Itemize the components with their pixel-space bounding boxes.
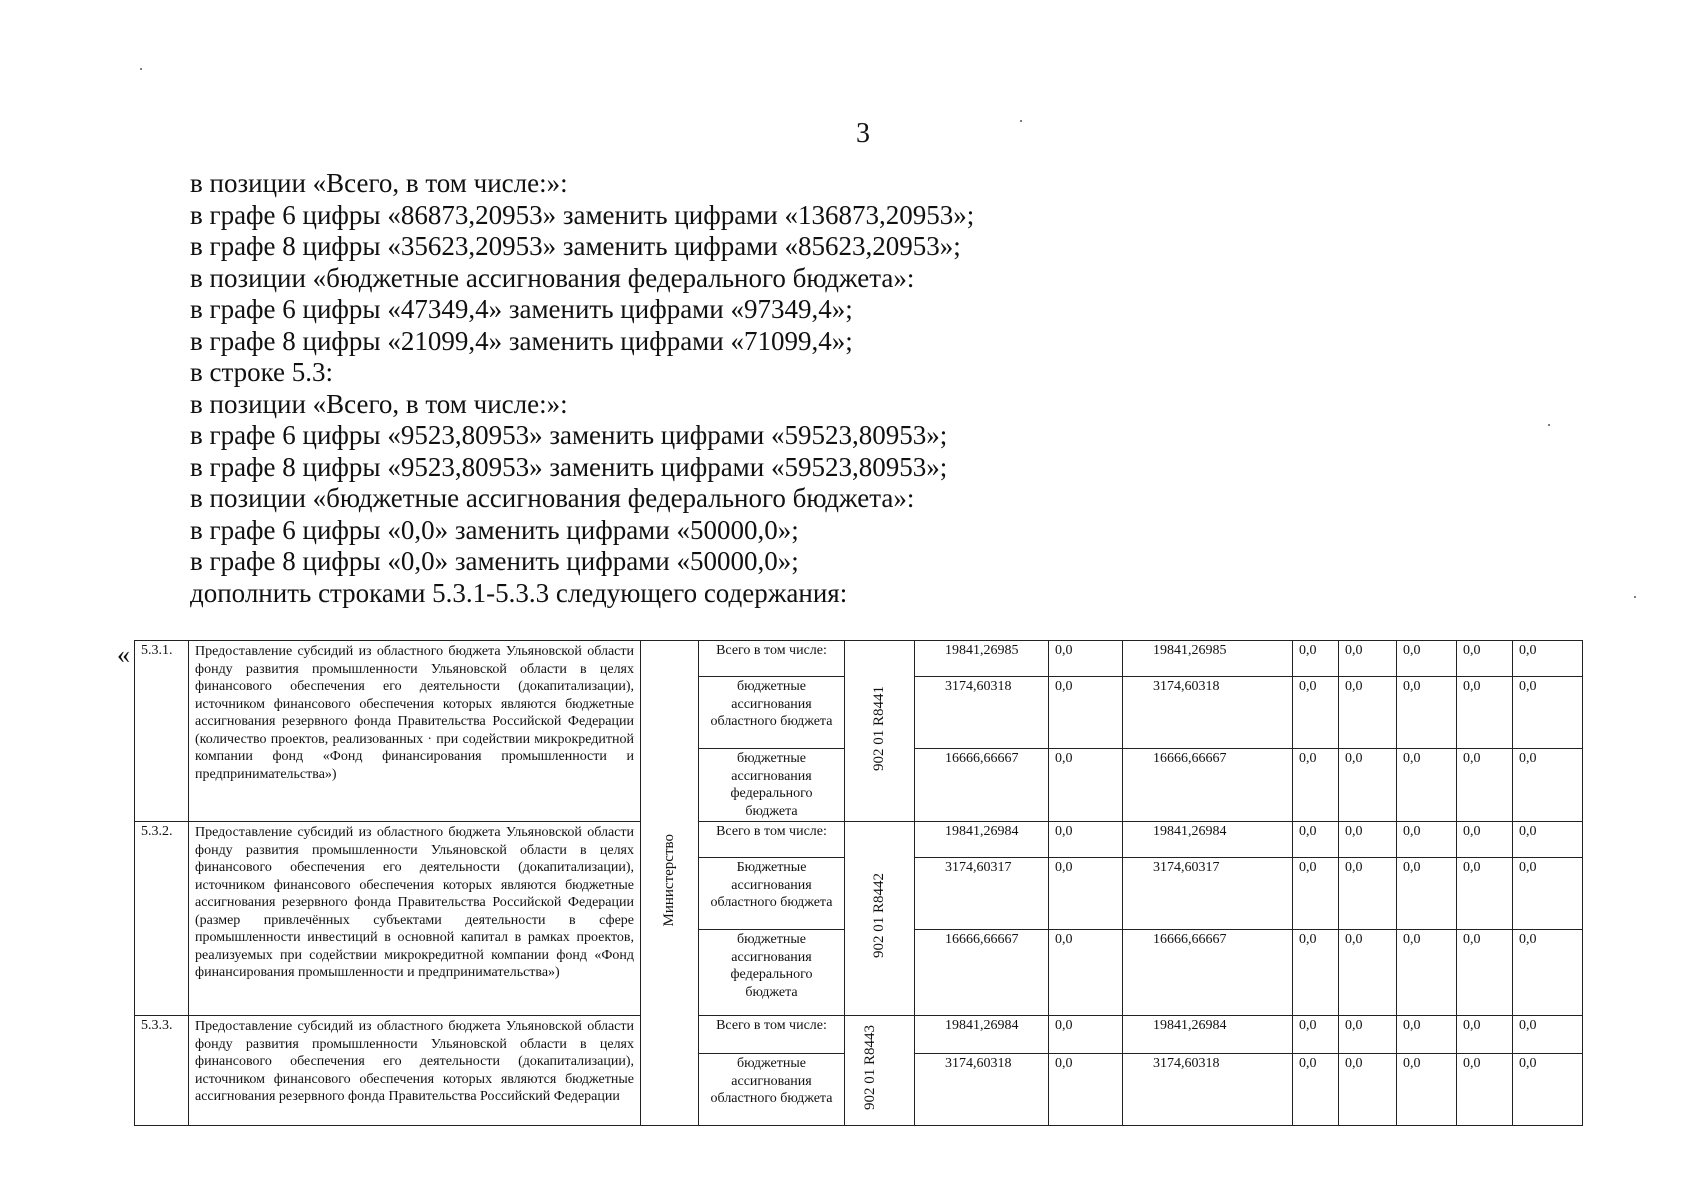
funding-kind: бюджетные ассигнования областного бюджета — [699, 1054, 845, 1126]
value-cell: 0,0 — [1513, 1054, 1583, 1126]
row-description: Предоставление субсидий из областного бюджета Ульяновской области фонду развития промышленности Ульяновской области в целях финансового обеспечения его деятельности (докапитализации), источником финансового обеспечения которых являются бюджетные ассигнования резервного фонда Правительства Российский Федерации — [189, 1016, 641, 1126]
funding-kind: бюджетные ассигнования федерального бюджета — [699, 749, 845, 822]
value-cell: 0,0 — [1457, 1016, 1513, 1054]
value-cell: 0,0 — [1397, 1054, 1457, 1126]
value-cell: 3174,60317 — [1123, 858, 1293, 930]
ministry-label: Министерство — [660, 834, 677, 927]
value-cell: 0,0 — [1293, 749, 1339, 822]
text-line: в позиции «бюджетные ассигнования федерального бюджета»: — [190, 483, 915, 513]
value-cell: 0,0 — [1397, 858, 1457, 930]
value-cell: 3174,60318 — [1123, 677, 1293, 749]
budget-code-label: 902 01 R8443 — [861, 1025, 878, 1111]
value-cell: 16666,66667 — [915, 749, 1049, 822]
value-cell: 0,0 — [1049, 930, 1123, 1016]
value-cell: 0,0 — [1293, 641, 1339, 677]
budget-code — [845, 822, 915, 1016]
amendment-text — [190, 168, 1490, 609]
funding-kind: бюджетные ассигнования областного бюджета — [699, 677, 845, 749]
value-cell: 0,0 — [1457, 1054, 1513, 1126]
value-cell: 0,0 — [1339, 677, 1397, 749]
table-row — [135, 1016, 1583, 1054]
value-cell: 3174,60318 — [1123, 1054, 1293, 1126]
value-cell: 0,0 — [1397, 930, 1457, 1016]
value-cell: 0,0 — [1049, 677, 1123, 749]
value-cell: 0,0 — [1339, 858, 1397, 930]
row-number: 5.3.3. — [135, 1016, 189, 1126]
value-cell: 0,0 — [1049, 641, 1123, 677]
value-cell: 0,0 — [1339, 1016, 1397, 1054]
text-line: в графе 6 цифры «9523,80953» заменить цифрами «59523,80953»; — [190, 420, 948, 450]
scan-speck — [1634, 596, 1636, 598]
value-cell: 16666,66667 — [915, 930, 1049, 1016]
value-cell: 3174,60318 — [915, 677, 1049, 749]
row-description: Предоставление субсидий из областного бюджета Ульяновской области фонду развития промышленности Ульяновской области в целях финансового обеспечения его деятельности (докапитализации), источником финансового обеспечения которых являются бюджетные ассигнования резервного фонда Правительства Российской Федерации (размер привлечённых субъектами деятельности в сфере промышленности инвестиций в основной капитал в рамках проектов, реализуемых при содействии микрокредитной компании фонд «Фонд финансирования промышленности и предпринимательства») — [189, 822, 641, 1016]
value-cell: 0,0 — [1513, 677, 1583, 749]
value-cell: 0,0 — [1293, 1016, 1339, 1054]
funding-kind: Всего в том числе: — [699, 822, 845, 858]
value-cell: 19841,26985 — [1123, 641, 1293, 677]
budget-code-label: 902 01 R8441 — [870, 685, 887, 771]
value-cell: 0,0 — [1457, 749, 1513, 822]
value-cell: 19841,26984 — [1123, 822, 1293, 858]
table-row — [135, 822, 1583, 858]
value-cell: 0,0 — [1293, 930, 1339, 1016]
text-line: в позиции «бюджетные ассигнования федерального бюджета»: — [190, 262, 915, 293]
funding-kind: Всего в том числе: — [699, 641, 845, 677]
value-cell: 0,0 — [1397, 822, 1457, 858]
text-line: дополнить строками 5.3.1-5.3.3 следующего содержания: — [190, 577, 848, 608]
value-cell: 0,0 — [1339, 749, 1397, 822]
value-cell: 0,0 — [1457, 858, 1513, 930]
value-cell: 19841,26985 — [915, 641, 1049, 677]
value-cell: 0,0 — [1049, 858, 1123, 930]
value-cell: 0,0 — [1457, 641, 1513, 677]
value-cell: 0,0 — [1339, 1054, 1397, 1126]
value-cell: 16666,66667 — [1123, 749, 1293, 822]
text-line: в графе 8 цифры «9523,80953» заменить цифрами «59523,80953»; — [190, 451, 948, 482]
value-cell: 0,0 — [1397, 677, 1457, 749]
page-number: 3 — [856, 118, 870, 149]
text-line: в позиции «Всего, в том числе:»: — [190, 388, 568, 419]
text-line: в графе 8 цифры «35623,20953» заменить цифрами «85623,20953»; — [190, 231, 961, 261]
value-cell: 0,0 — [1049, 1016, 1123, 1054]
value-cell: 0,0 — [1339, 641, 1397, 677]
text-line: в графе 6 цифры «86873,20953» заменить цифрами «136873,20953»; — [190, 199, 975, 230]
value-cell: 0,0 — [1397, 641, 1457, 677]
value-cell: 19841,26984 — [1123, 1016, 1293, 1054]
value-cell: 0,0 — [1457, 930, 1513, 1016]
text-line: в строке 5.3: — [190, 357, 334, 387]
value-cell: 0,0 — [1513, 749, 1583, 822]
value-cell: 0,0 — [1293, 858, 1339, 930]
value-cell: 0,0 — [1293, 822, 1339, 858]
table-open-quote: « — [117, 640, 130, 669]
value-cell: 3174,60318 — [915, 1054, 1049, 1126]
funding-kind: Всего в том числе: — [699, 1016, 845, 1054]
value-cell: 0,0 — [1457, 677, 1513, 749]
value-cell: 0,0 — [1457, 822, 1513, 858]
funding-kind: Бюджетные ассигнования областного бюджета — [699, 858, 845, 930]
scan-speck — [1548, 424, 1550, 426]
scan-speck — [1020, 120, 1022, 122]
value-cell: 0,0 — [1049, 822, 1123, 858]
scan-speck — [140, 68, 142, 70]
value-cell: 0,0 — [1049, 1054, 1123, 1126]
value-cell: 0,0 — [1339, 822, 1397, 858]
amendment-table — [134, 640, 1583, 1126]
value-cell: 0,0 — [1513, 930, 1583, 1016]
row-number: 5.3.2. — [135, 822, 189, 1016]
value-cell: 0,0 — [1339, 930, 1397, 1016]
value-cell: 16666,66667 — [1123, 930, 1293, 1016]
text-line: в графе 8 цифры «21099,4» заменить цифрами «71099,4»; — [190, 325, 853, 356]
value-cell: 0,0 — [1397, 1016, 1457, 1054]
value-cell: 3174,60317 — [915, 858, 1049, 930]
value-cell: 0,0 — [1513, 858, 1583, 930]
value-cell: 0,0 — [1513, 822, 1583, 858]
ministry-cell — [641, 641, 699, 1126]
value-cell: 0,0 — [1049, 749, 1123, 822]
value-cell: 0,0 — [1293, 1054, 1339, 1126]
value-cell: 0,0 — [1513, 1016, 1583, 1054]
funding-kind: бюджетные ассигнования федерального бюджета — [699, 930, 845, 1016]
budget-code — [845, 1016, 915, 1126]
budget-code-label: 902 01 R8442 — [870, 873, 887, 959]
row-number: 5.3.1. — [135, 641, 189, 822]
table-row — [135, 641, 1583, 677]
row-description: Предоставление субсидий из областного бюджета Ульяновской области фонду развития промышленности Ульяновской области в целях финансового обеспечения его деятельности (докапитализации), источником финансового обеспечения которых являются бюджетные ассигнования резервного фонда Правительства Российской Федерации (количество проектов, реализованных · при содействии микрокредитной компании фонд «Фонд финансирования промышленности и предпринимательства») — [189, 641, 641, 822]
value-cell: 19841,26984 — [915, 822, 1049, 858]
text-line: в графе 6 цифры «47349,4» заменить цифрами «97349,4»; — [190, 294, 853, 324]
value-cell: 0,0 — [1513, 641, 1583, 677]
text-line: в графе 8 цифры «0,0» заменить цифрами «50000,0»; — [190, 546, 799, 576]
value-cell: 19841,26984 — [915, 1016, 1049, 1054]
text-line: в графе 6 цифры «0,0» заменить цифрами «50000,0»; — [190, 514, 799, 545]
value-cell: 0,0 — [1293, 677, 1339, 749]
value-cell: 0,0 — [1397, 749, 1457, 822]
text-line: в позиции «Всего, в том числе:»: — [190, 168, 568, 198]
budget-code — [845, 641, 915, 822]
